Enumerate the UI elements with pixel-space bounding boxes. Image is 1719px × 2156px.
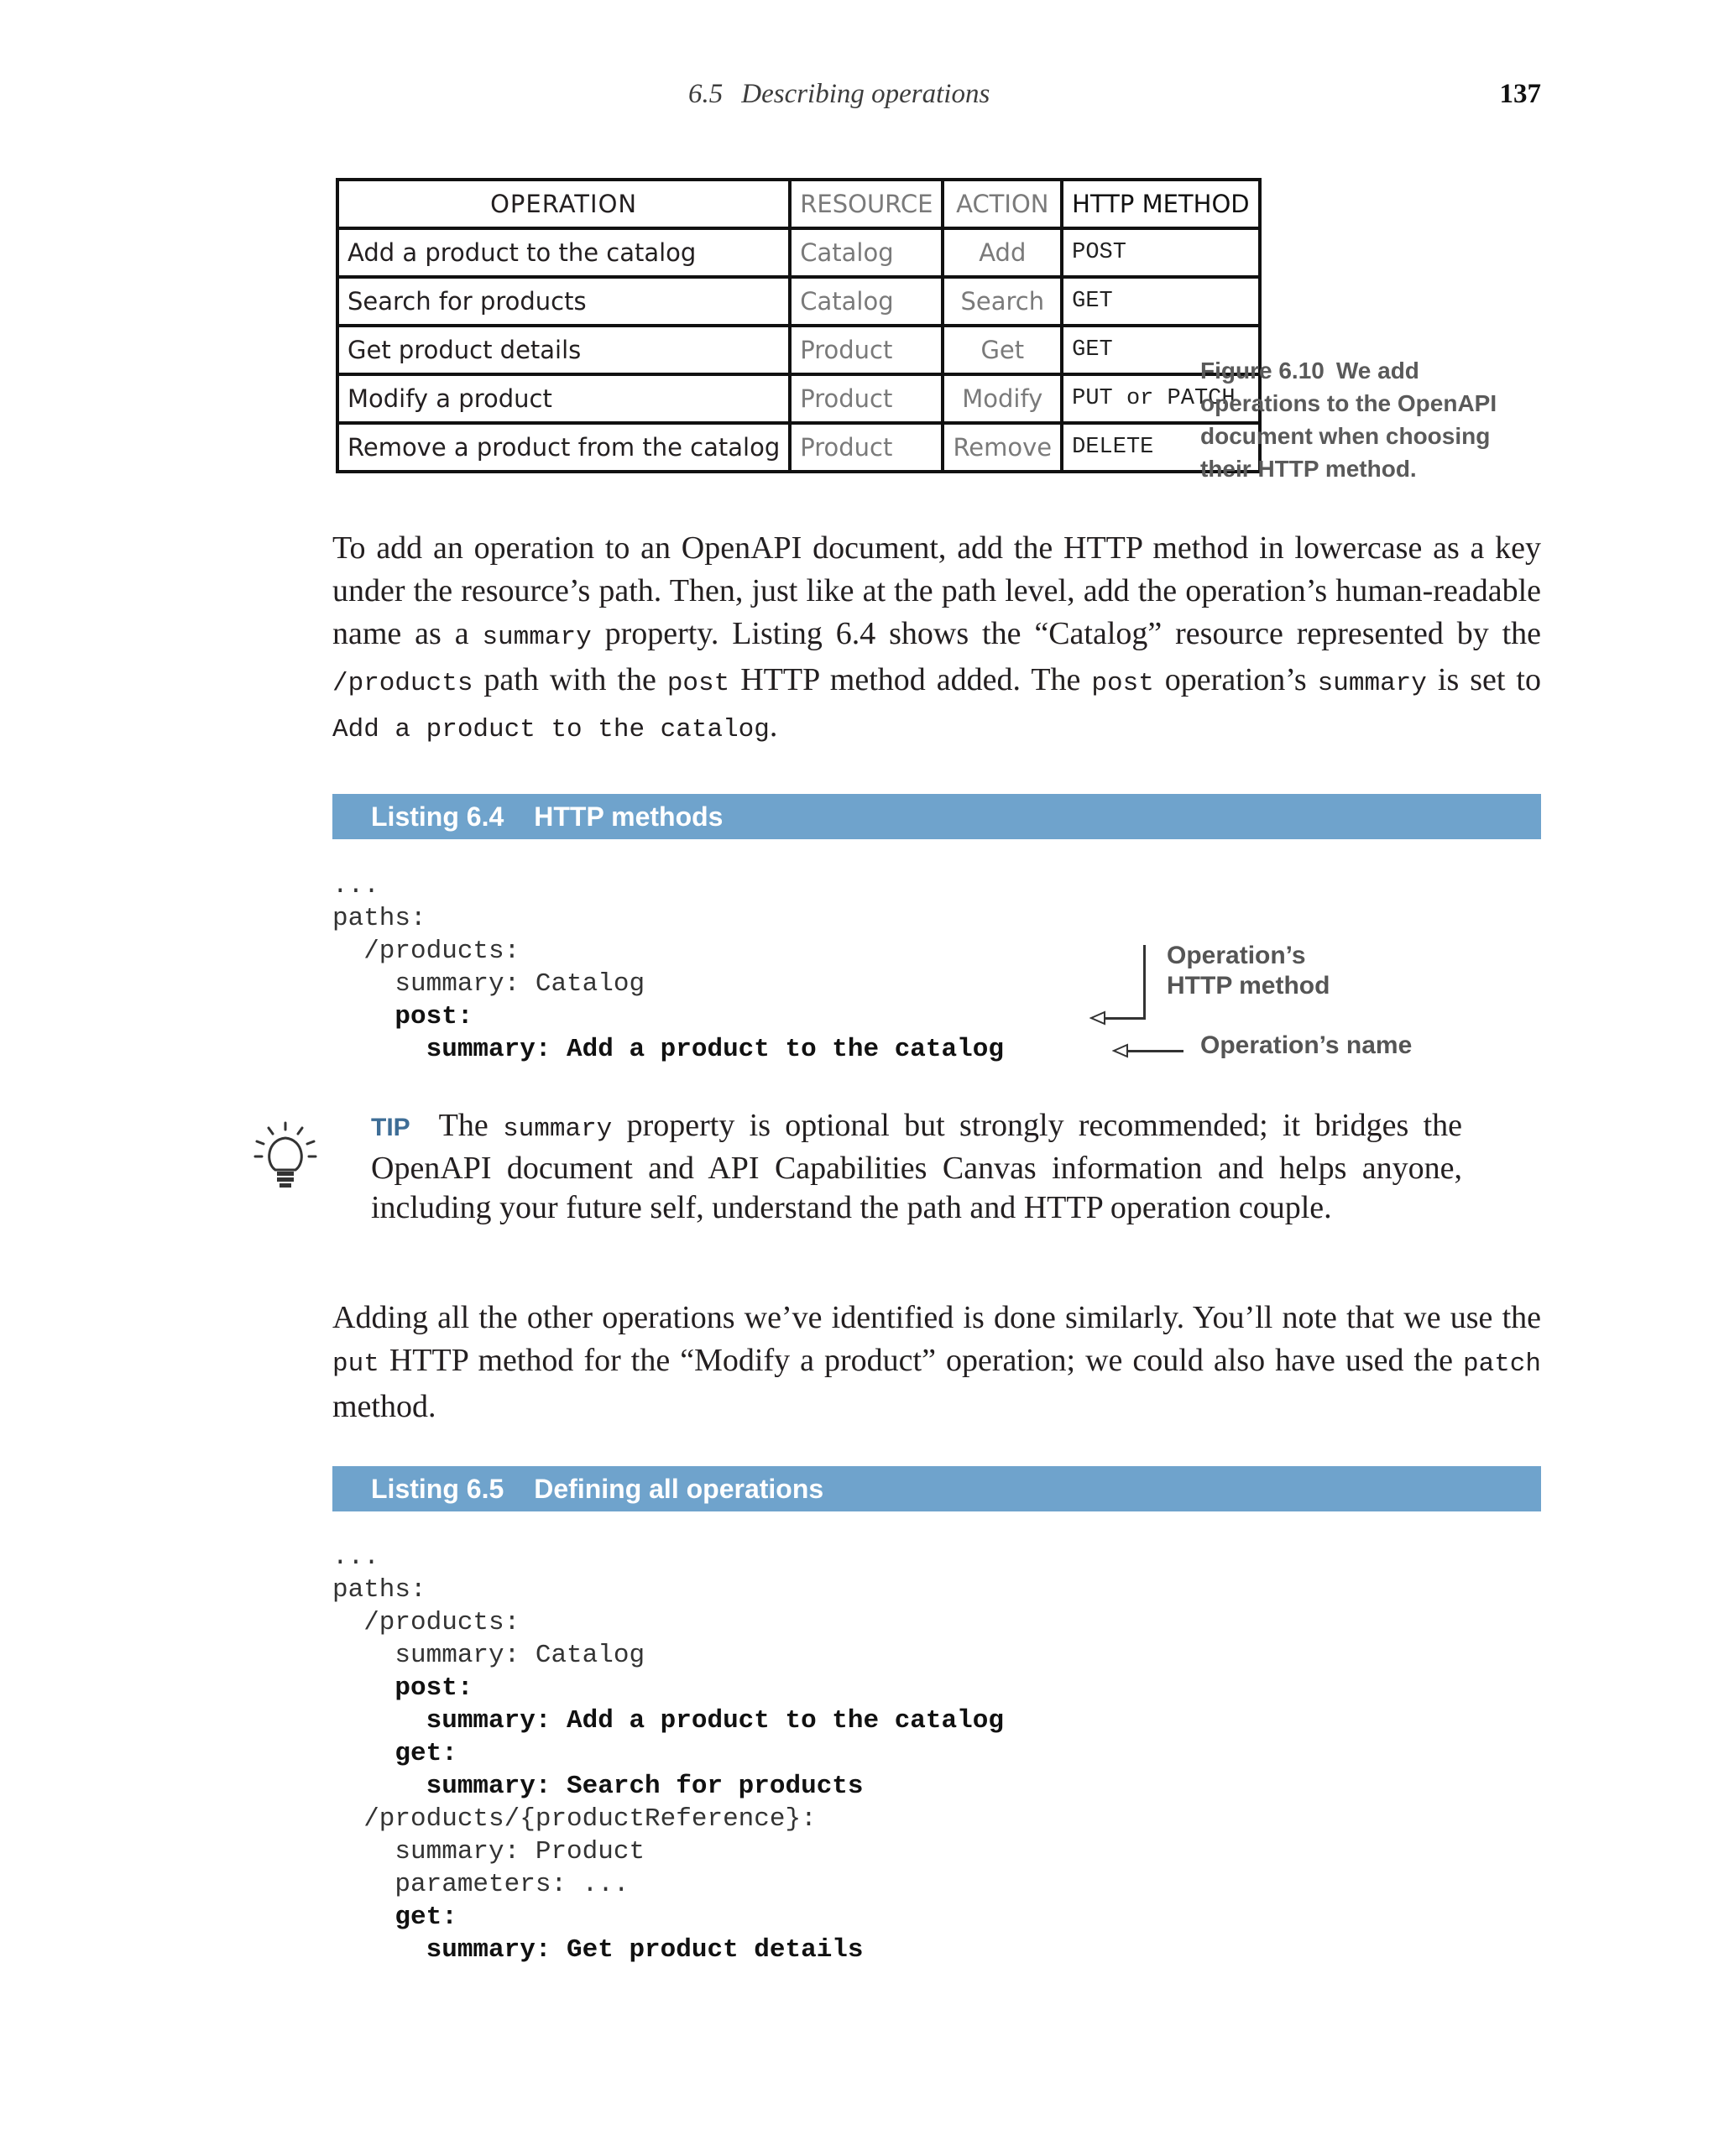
annotation-bracket — [1143, 945, 1146, 1019]
cell-http-method: GET — [1062, 326, 1259, 374]
code-line: /products/{productReference}: — [332, 1804, 817, 1834]
code-line: summary: Add a product to the catalog — [332, 1706, 1004, 1736]
cell-action: Remove — [943, 423, 1062, 472]
code-line: summary: Search for products — [332, 1772, 864, 1801]
cell-operation: Modify a product — [337, 374, 790, 423]
body-paragraph-2 — [332, 1297, 1541, 1428]
text-run: . — [769, 708, 778, 744]
lightbulb-icon — [252, 1121, 319, 1188]
cell-http-method: POST — [1062, 228, 1259, 277]
code-listing-6-4 — [332, 869, 1004, 1066]
listing-title: HTTP methods — [534, 801, 724, 832]
table-row — [337, 423, 1260, 472]
table-row — [337, 228, 1260, 277]
operations-table — [336, 178, 1262, 473]
listing-6-4-header — [332, 794, 1541, 839]
annotation-leader — [1128, 1050, 1183, 1052]
annotation-line-1: Operation’s — [1167, 942, 1306, 969]
arrow-left-icon — [1089, 1010, 1106, 1026]
cell-http-method: GET — [1062, 277, 1259, 326]
cell-resource: Product — [790, 423, 943, 472]
cell-action: Search — [943, 277, 1062, 326]
inline-code: /products — [332, 669, 473, 698]
cell-action: Add — [943, 228, 1062, 277]
inline-code: post — [1091, 669, 1154, 698]
column-header-action: ACTION — [943, 180, 1062, 228]
text-run: To add an operation to an OpenAPI document, add the HTTP method in lowercase as a key under the resource’s path. Then, just like at the path level, add the operation’s human-readable name as a — [332, 530, 1541, 651]
cell-http-method: DELETE — [1062, 423, 1259, 472]
code-line: /products: — [332, 937, 520, 966]
code-line: summary: Get product details — [332, 1935, 864, 1965]
table-row — [337, 277, 1260, 326]
code-line: parameters: ... — [332, 1870, 630, 1899]
inline-code: put — [332, 1349, 379, 1379]
arrow-left-icon — [1112, 1042, 1129, 1059]
figure-caption-text: We add operations to the OpenAPI document when choosing their HTTP method. — [1200, 358, 1497, 482]
inline-code: patch — [1462, 1349, 1541, 1379]
code-line: summary: Product — [332, 1837, 645, 1866]
annotation-http-method — [1167, 941, 1330, 1001]
text-run: Adding all the other operations we’ve identified is done similarly. You’ll note that we use the — [332, 1300, 1541, 1335]
code-line: get: — [332, 1739, 457, 1768]
column-header-http-method: HTTP METHOD — [1062, 180, 1259, 228]
inline-code: Add a product to the catalog — [332, 715, 770, 744]
cell-operation: Add a product to the catalog — [337, 228, 790, 277]
inline-code: summary — [503, 1115, 613, 1144]
cell-action: Modify — [943, 374, 1062, 423]
body-paragraph-1 — [332, 527, 1541, 751]
text-run: operation’s — [1153, 662, 1318, 697]
code-line: post: — [332, 1002, 473, 1031]
table-row — [337, 326, 1260, 374]
inline-code: summary — [1317, 669, 1427, 698]
code-line: summary: Catalog — [332, 969, 645, 999]
code-line: ... — [332, 871, 379, 901]
figure-number: Figure 6.10 — [1200, 358, 1325, 384]
tip-paragraph — [371, 1106, 1462, 1228]
cell-http-method: PUT or PATCH — [1062, 374, 1259, 423]
listing-6-5-header — [332, 1466, 1541, 1511]
cell-operation: Remove a product from the catalog — [337, 423, 790, 472]
text-run: is set to — [1426, 662, 1541, 697]
column-header-operation: OPERATION — [337, 180, 790, 228]
section-title: Describing operations — [741, 79, 990, 109]
text-run: HTTP method added. The — [729, 662, 1092, 697]
text-run: property is optional but strongly recommended; it bridges the OpenAPI document and API Capabilities Canvas information and helps anyone, including your future self, understand the path and HTTP operation couple. — [371, 1108, 1462, 1225]
listing-number: Listing 6.4 — [371, 801, 504, 832]
section-heading — [688, 79, 990, 110]
code-line: summary: Add a product to the catalog — [332, 1035, 1004, 1064]
column-header-resource: RESOURCE — [790, 180, 943, 228]
text-run: HTTP method for the “Modify a product” operation; we could also have used the — [379, 1343, 1463, 1378]
section-number: 6.5 — [688, 79, 724, 109]
cell-resource: Catalog — [790, 277, 943, 326]
tip-label: TIP — [371, 1114, 410, 1141]
code-line: summary: Catalog — [332, 1641, 645, 1670]
listing-number: Listing 6.5 — [371, 1474, 504, 1504]
annotation-line-2: HTTP method — [1167, 972, 1330, 1000]
table-header-row — [337, 180, 1260, 228]
inline-code: post — [666, 669, 730, 698]
cell-action: Get — [943, 326, 1062, 374]
annotation-operation-name: Operation’s name — [1200, 1031, 1413, 1059]
code-line: paths: — [332, 904, 426, 933]
code-line: paths: — [332, 1575, 426, 1605]
listing-title: Defining all operations — [534, 1474, 824, 1504]
text-run: property. Listing 6.4 shows the “Catalog” resource represented by the — [591, 616, 1542, 651]
figure-caption — [1200, 354, 1536, 485]
code-listing-6-5 — [332, 1541, 1004, 1966]
text-run: The — [438, 1108, 504, 1143]
cell-resource: Catalog — [790, 228, 943, 277]
text-run: path with the — [473, 662, 667, 697]
code-line: post: — [332, 1673, 473, 1703]
annotation-leader — [1105, 1017, 1146, 1020]
cell-resource: Product — [790, 326, 943, 374]
code-line: get: — [332, 1903, 457, 1932]
inline-code: summary — [482, 623, 592, 652]
running-head — [0, 79, 1719, 121]
code-line: /products: — [332, 1608, 520, 1637]
page-number: 137 — [1499, 79, 1541, 109]
cell-operation: Search for products — [337, 277, 790, 326]
cell-operation: Get product details — [337, 326, 790, 374]
cell-resource: Product — [790, 374, 943, 423]
table-row — [337, 374, 1260, 423]
code-line: ... — [332, 1543, 379, 1572]
text-run: method. — [332, 1389, 436, 1424]
